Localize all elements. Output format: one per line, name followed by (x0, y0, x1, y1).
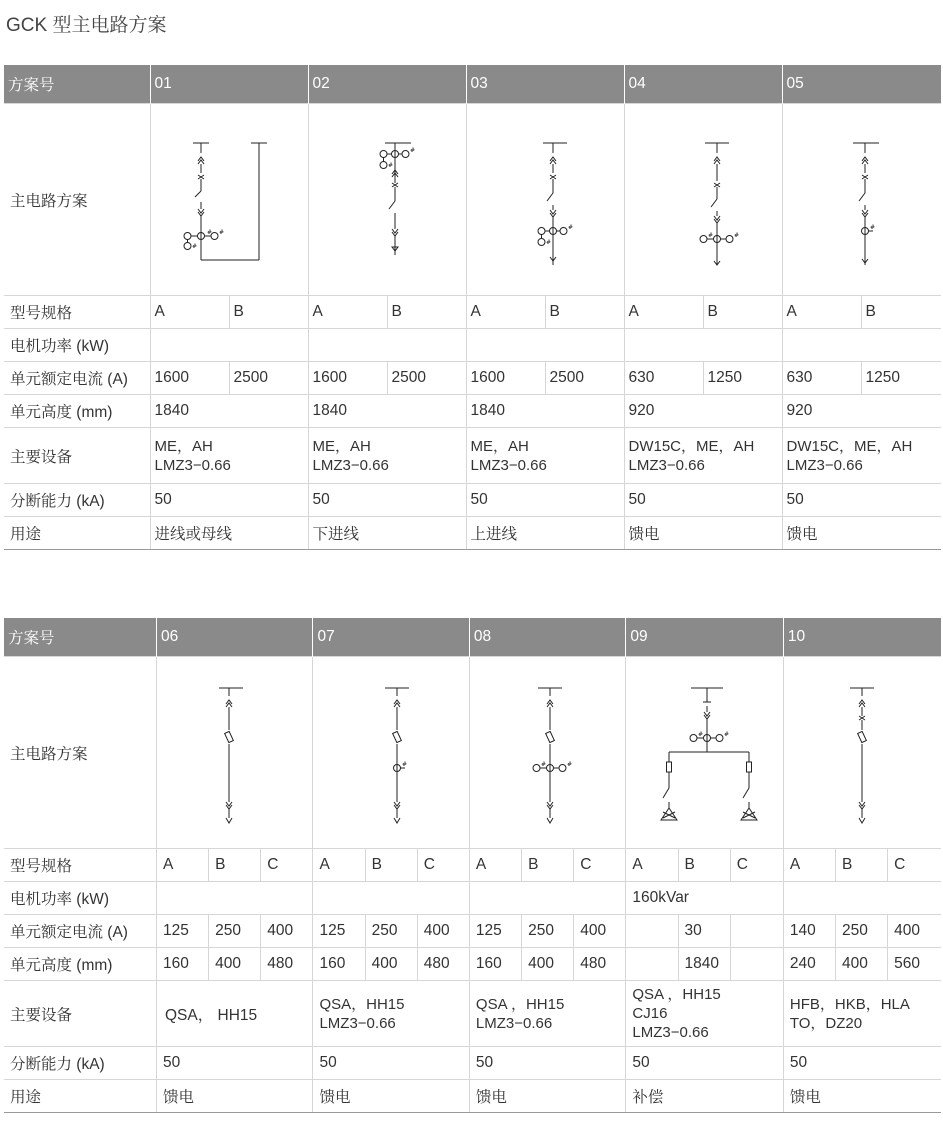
current-cell: 2500 (545, 362, 624, 395)
current-cell: 250 (836, 915, 888, 948)
height-cell: 400 (365, 948, 417, 981)
circuit-diagram-03 (466, 104, 624, 296)
usage-cell: 馈电 (469, 1080, 625, 1113)
circuit-diagram-01 (150, 104, 308, 296)
equipment-cell (782, 428, 941, 484)
scheme-no: 05 (782, 65, 941, 104)
spec-cell: A (150, 296, 229, 329)
height-cell: 400 (209, 948, 261, 981)
page-title: GCK 型主电路方案 (6, 15, 167, 36)
spec-cell: A (308, 296, 387, 329)
scheme-no: 10 (783, 618, 941, 657)
ct-mark: # (218, 228, 224, 236)
ct-mark: # (540, 760, 546, 768)
motor-power-cell (624, 329, 782, 362)
circuit-diagram-02-svg (309, 105, 467, 295)
motor-power-cell (782, 329, 941, 362)
equipment-line: LMZ3−0.66 (154, 456, 231, 474)
circuit-diagram-03-svg (467, 105, 625, 295)
circuit-diagram-04-svg (625, 105, 783, 295)
equipment-line: LMZ3−0.66 (786, 456, 863, 474)
scheme-no-label: 方案号 (4, 65, 150, 104)
unit-height-row (4, 395, 941, 428)
motor-power-cell (156, 882, 312, 915)
height-cell: 160 (469, 948, 521, 981)
usage-row (4, 517, 941, 550)
height-cell: 1840 (466, 395, 624, 428)
current-cell: 400 (417, 915, 469, 948)
equipment-cell (624, 428, 782, 484)
circuit-diagram-06 (156, 657, 312, 849)
equipment-line: ME，AH (312, 437, 371, 455)
ct-mark: # (402, 760, 408, 768)
equipment-cell (313, 981, 469, 1047)
spec-cell: C (574, 849, 626, 882)
height-cell-empty (730, 948, 783, 981)
equipment-line: QSA，HH15 (319, 995, 405, 1013)
current-cell-empty (730, 915, 783, 948)
rated-current-label: 单元额定电流 (A) (4, 915, 156, 948)
spec-cell: A (783, 849, 835, 882)
usage-label: 用途 (4, 1080, 156, 1113)
current-cell: 1600 (466, 362, 545, 395)
height-cell: 480 (261, 948, 313, 981)
spec-cell: B (703, 296, 782, 329)
spec-cell: B (229, 296, 308, 329)
spec-cell: C (261, 849, 313, 882)
breaking-cell: 50 (313, 1047, 469, 1080)
current-cell: 140 (783, 915, 835, 948)
current-cell: 1600 (308, 362, 387, 395)
model-spec-row (4, 849, 941, 882)
rated-current-row (4, 362, 941, 395)
model-spec-label: 型号规格 (4, 296, 150, 329)
spec-cell: C (730, 849, 783, 882)
breaking-cell: 50 (782, 484, 941, 517)
scheme-no: 07 (313, 618, 469, 657)
current-cell: 630 (782, 362, 861, 395)
spec-cell: B (387, 296, 466, 329)
ct-mark: # (697, 730, 703, 738)
main-circuit-label: 主电路方案 (4, 657, 156, 849)
circuit-diagram-10-svg (784, 658, 941, 848)
equipment-line: QSA ，HH15 (632, 986, 721, 1003)
current-cell: 125 (156, 915, 208, 948)
usage-label: 用途 (4, 517, 150, 550)
main-equipment-label: 主要设备 (4, 428, 150, 484)
usage-cell: 馈电 (156, 1080, 312, 1113)
current-cell-empty (626, 915, 678, 948)
ct-mark: # (191, 242, 197, 250)
motor-power-row (4, 329, 941, 362)
current-cell: 250 (209, 915, 261, 948)
usage-cell: 馈电 (624, 517, 782, 550)
circuit-diagram-09-svg (627, 658, 783, 848)
usage-row (4, 1080, 941, 1113)
scheme-no: 02 (308, 65, 466, 104)
equipment-line: LMZ3−0.66 (312, 456, 389, 474)
spec-cell: B (545, 296, 624, 329)
scheme-no-label: 方案号 (4, 618, 156, 657)
height-cell: 400 (522, 948, 574, 981)
diagram-row (4, 104, 941, 296)
spec-cell: B (678, 849, 730, 882)
spec-cell: A (782, 296, 861, 329)
equipment-cell (308, 428, 466, 484)
breaking-capacity-row (4, 484, 941, 517)
usage-cell: 馈电 (313, 1080, 469, 1113)
equipment-line: LMZ3−0.66 (632, 1024, 709, 1041)
unit-height-label: 单元高度 (mm) (4, 948, 156, 981)
spec-cell: B (836, 849, 888, 882)
equipment-line: HFB，HKB，HLA (789, 995, 910, 1013)
motor-power-cell (469, 882, 625, 915)
motor-power-cell: 160kVar (626, 882, 783, 915)
model-spec-row (4, 296, 941, 329)
circuit-diagram-05-svg (783, 105, 941, 295)
current-cell: 250 (365, 915, 417, 948)
circuit-diagram-07-svg (313, 658, 469, 848)
equipment-line: QSA ，HH15 (475, 995, 565, 1013)
main-equipment-row (4, 428, 941, 484)
current-cell: 2500 (387, 362, 466, 395)
spec-cell: B (522, 849, 574, 882)
height-cell: 240 (783, 948, 835, 981)
equipment-line: ME，AH (470, 437, 529, 455)
breaking-cell: 50 (469, 1047, 625, 1080)
height-cell: 560 (888, 948, 941, 981)
spec-cell: A (626, 849, 678, 882)
main-equipment-label: 主要设备 (4, 981, 156, 1047)
ct-mark: # (545, 238, 551, 246)
breaking-cell: 50 (783, 1047, 941, 1080)
model-spec-label: 型号规格 (4, 849, 156, 882)
spec-cell: B (365, 849, 417, 882)
ct-mark: # (733, 231, 739, 239)
height-cell: 1840 (678, 948, 730, 981)
breaking-cell: 50 (626, 1047, 783, 1080)
circuit-diagram-10 (783, 657, 941, 849)
current-cell: 400 (574, 915, 626, 948)
equipment-line: LMZ3−0.66 (470, 456, 547, 474)
circuit-diagram-08-svg (470, 658, 626, 848)
breaking-capacity-label: 分断能力 (kA) (4, 484, 150, 517)
usage-cell: 补偿 (626, 1080, 783, 1113)
ct-mark: # (409, 146, 415, 154)
height-cell: 160 (156, 948, 208, 981)
usage-cell: 馈电 (783, 1080, 941, 1113)
breaking-cell: 50 (624, 484, 782, 517)
height-cell: 160 (313, 948, 365, 981)
spec-cell: A (624, 296, 703, 329)
current-cell: 1250 (703, 362, 782, 395)
equipment-line: LMZ3−0.66 (628, 456, 705, 474)
ct-mark: # (723, 730, 729, 738)
diagram-row (4, 657, 941, 849)
scheme-table-1 (4, 65, 941, 550)
circuit-diagram-09 (626, 657, 783, 849)
equipment-line: ME，AH (154, 437, 213, 455)
scheme-no: 09 (626, 618, 783, 657)
height-cell: 1840 (308, 395, 466, 428)
motor-power-cell (783, 882, 941, 915)
ct-mark: # (566, 760, 572, 768)
spec-cell: A (156, 849, 208, 882)
rated-current-row (4, 915, 941, 948)
motor-power-cell (313, 882, 469, 915)
circuit-diagram-01-svg (151, 105, 309, 295)
circuit-diagram-04 (624, 104, 782, 296)
circuit-diagram-06-svg (157, 658, 313, 848)
spec-cell: A (313, 849, 365, 882)
header-row (4, 618, 941, 657)
breaking-cell: 50 (150, 484, 308, 517)
current-cell: 2500 (229, 362, 308, 395)
height-cell: 480 (417, 948, 469, 981)
spec-cell: A (466, 296, 545, 329)
motor-power-label: 电机功率 (kW) (4, 882, 156, 915)
current-cell: 400 (261, 915, 313, 948)
usage-cell: 进线或母线 (150, 517, 308, 550)
equipment-line: TO，DZ20 (789, 1014, 863, 1032)
scheme-no: 01 (150, 65, 308, 104)
main-equipment-row (4, 981, 941, 1047)
circuit-diagram-05 (782, 104, 941, 296)
unit-height-row (4, 948, 941, 981)
equipment-cell (626, 981, 783, 1047)
unit-height-label: 单元高度 (mm) (4, 395, 150, 428)
ct-mark: # (567, 223, 573, 231)
equipment-cell: QSA， HH15 (156, 981, 312, 1047)
breaking-cell: 50 (156, 1047, 312, 1080)
scheme-no: 08 (469, 618, 625, 657)
spec-cell: A (469, 849, 521, 882)
spec-cell: B (209, 849, 261, 882)
equipment-cell (466, 428, 624, 484)
ct-mark: # (869, 223, 875, 231)
breaking-capacity-label: 分断能力 (kA) (4, 1047, 156, 1080)
motor-power-cell (466, 329, 624, 362)
equipment-line: DW15C，ME，AH (786, 437, 913, 455)
height-cell: 480 (574, 948, 626, 981)
main-circuit-label: 主电路方案 (4, 104, 150, 296)
current-cell: 125 (313, 915, 365, 948)
breaking-cell: 50 (466, 484, 624, 517)
ct-mark: # (206, 228, 212, 236)
current-cell: 125 (469, 915, 521, 948)
current-cell: 30 (678, 915, 730, 948)
height-cell: 1840 (150, 395, 308, 428)
motor-power-cell (308, 329, 466, 362)
ct-mark: # (707, 231, 713, 239)
scheme-table-2 (4, 618, 941, 1113)
usage-cell: 下进线 (308, 517, 466, 550)
circuit-diagram-02 (308, 104, 466, 296)
usage-cell: 上进线 (466, 517, 624, 550)
current-cell: 1250 (861, 362, 941, 395)
height-cell: 920 (782, 395, 941, 428)
equipment-cell (469, 981, 625, 1047)
breaking-cell: 50 (308, 484, 466, 517)
current-cell: 250 (522, 915, 574, 948)
rated-current-label: 单元额定电流 (A) (4, 362, 150, 395)
spec-cell: C (417, 849, 469, 882)
equipment-cell (150, 428, 308, 484)
scheme-no: 04 (624, 65, 782, 104)
current-cell: 630 (624, 362, 703, 395)
breaking-capacity-row (4, 1047, 941, 1080)
usage-cell: 馈电 (782, 517, 941, 550)
circuit-diagram-07 (313, 657, 469, 849)
scheme-no: 03 (466, 65, 624, 104)
circuit-diagram-08 (469, 657, 625, 849)
height-cell-empty (626, 948, 678, 981)
header-row (4, 65, 941, 104)
motor-power-label: 电机功率 (kW) (4, 329, 150, 362)
height-cell: 920 (624, 395, 782, 428)
ct-mark: # (387, 161, 393, 169)
spec-cell: C (888, 849, 941, 882)
spec-cell: B (861, 296, 941, 329)
equipment-line: DW15C，ME，AH (628, 437, 755, 455)
motor-power-cell (150, 329, 308, 362)
equipment-line: LMZ3−0.66 (475, 1014, 553, 1032)
equipment-line: LMZ3−0.66 (319, 1014, 396, 1032)
current-cell: 400 (888, 915, 941, 948)
current-cell: 1600 (150, 362, 229, 395)
height-cell: 400 (836, 948, 888, 981)
motor-power-row (4, 882, 941, 915)
equipment-cell (783, 981, 941, 1047)
scheme-no: 06 (156, 618, 312, 657)
equipment-line: CJ16 (632, 1005, 668, 1022)
